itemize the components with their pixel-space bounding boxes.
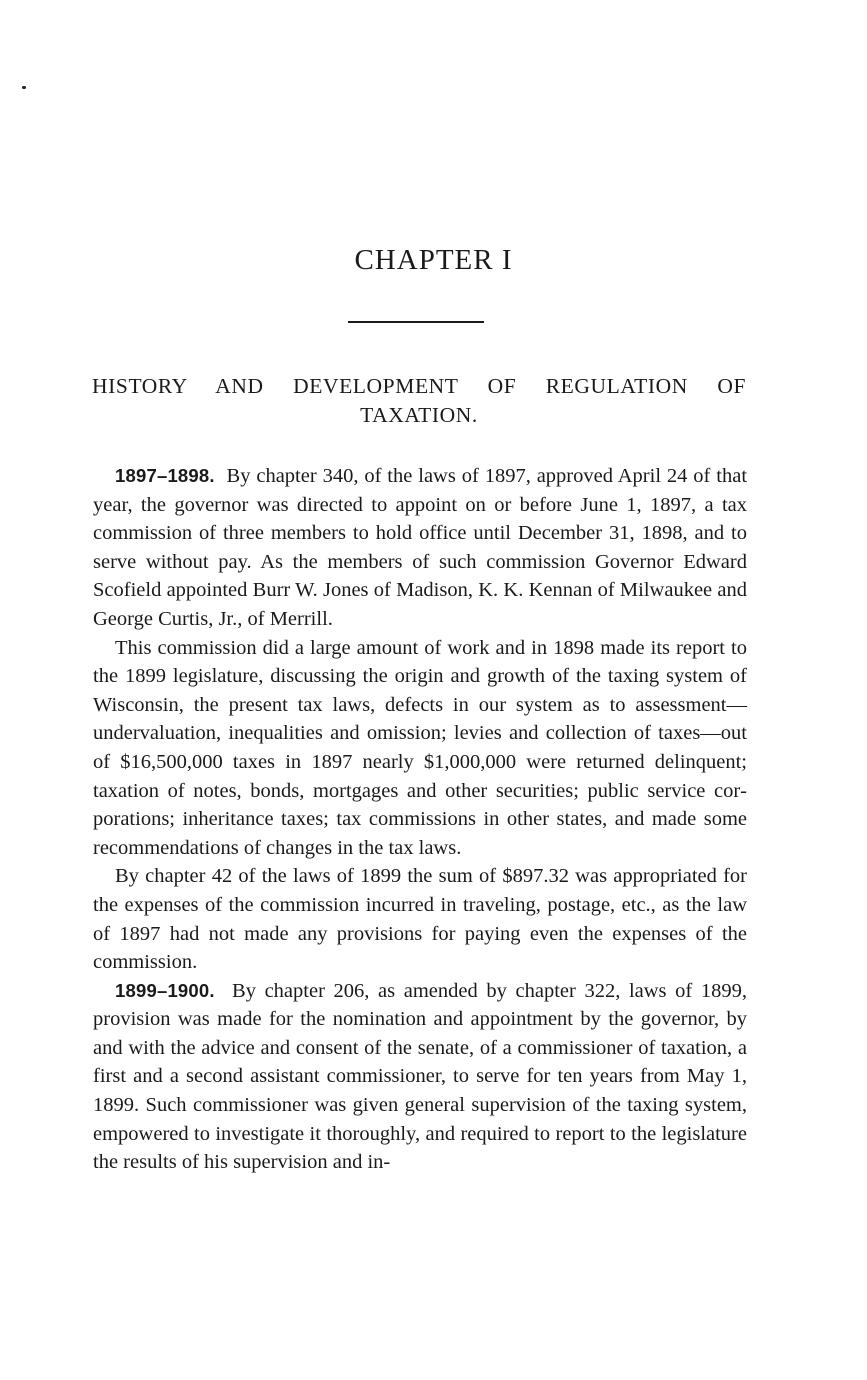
paragraph-text: This commission did a large amount of work and in 1898 made its report to the 1899 legislature, discussing the origin and growth of the taxing system of Wisconsin, the present tax laws, defects in our system as to assessment—undervaluation, inequalities and omission; levies and collection of taxes—out of $16,500,000 taxes in 1897 nearly $1,000,000 were returned delinquent; taxation of notes, bonds, mortgages and other securities; public service corporations; inheritance taxes; tax commissions in other states, and made some recommendations of changes in the tax laws. [93,636,747,859]
year-heading: 1899–1900. [115,979,215,1001]
section-title: HISTORY AND DEVELOPMENT OF REGULATION OF TAXATION. [92,374,746,427]
paragraph-1899-1900 [93,977,747,1177]
paragraph-text: By chapter 42 of the laws of 1899 the sum of $897.32 was appropriated for the expenses of the commission incurred in traveling, postage, etc., as the law of 1897 had not made any provisions for paying even the expenses of the commission. [93,865,747,974]
paragraph-appropriation [93,862,747,976]
paragraph-text: By chapter 340, of the laws of 1897, approved April 24 of that year, the governor was directed to appoint on or before June 1, 1897, a tax commission of three members to hold office until December 31, 1898, and to serve without pay. As the members of such commission Governor Edward Scofield appointed Burr W. Jones of Madison, K. K. Kennan of Milwaukee and George Curtis, Jr., of Merrill. [93,465,748,630]
body-text [93,462,747,1177]
chapter-heading: CHAPTER I [354,244,513,276]
paragraph-1897-1898 [93,462,747,634]
print-speck [22,86,26,89]
paragraph-text: By chapter 206, as amended by chapter 322, laws of 1899, provision was made for the nomination and appointment by the governor, by and with the advice and consent of the senate, of a commissioner of taxation, a first and a second assistant commissioner, to serve for ten years from May 1, 1899. Such commissioner was given general supervision of the taxing system, empowered to investigate it thoroughly, and required to report to the legislature the results of his supervision and in- [93,979,747,1174]
paragraph-commission-report [93,634,747,863]
heading-rule [348,321,484,323]
year-heading: 1897–1898. [115,465,215,486]
